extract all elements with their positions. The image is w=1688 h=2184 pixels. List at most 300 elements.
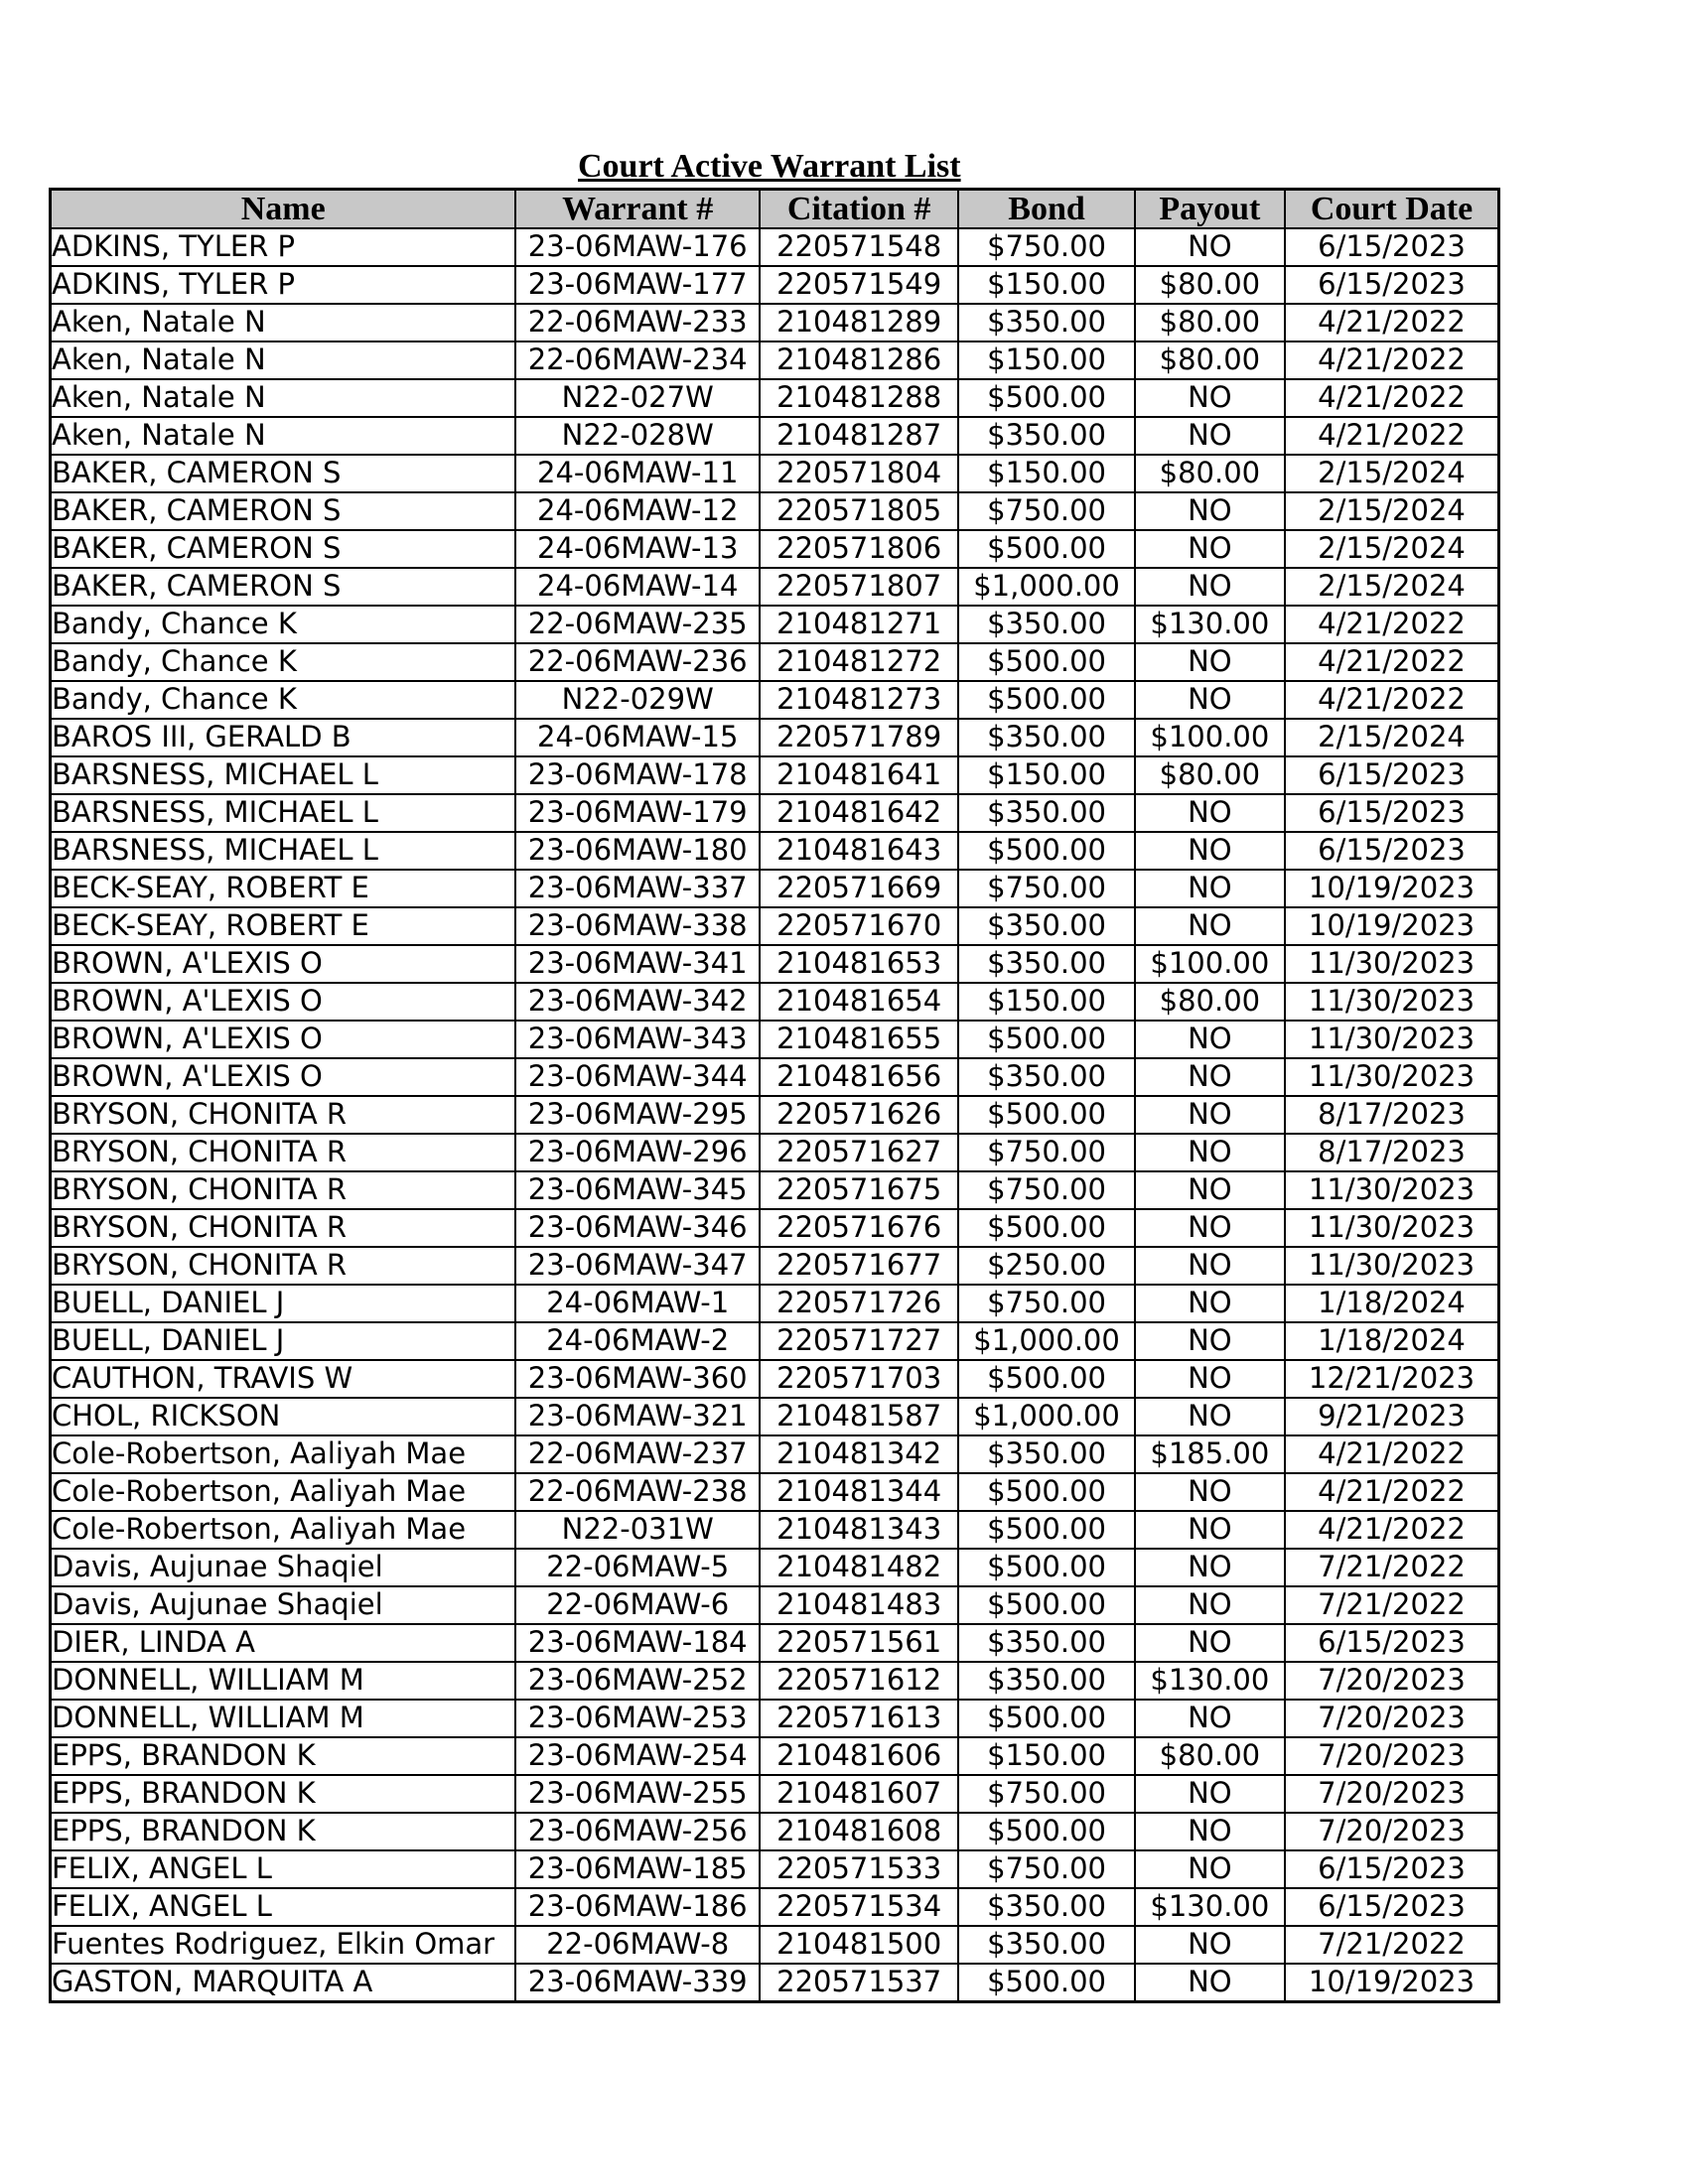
payout-cell: $130.00 <box>1135 1888 1285 1926</box>
name-cell: BRYSON, CHONITA R <box>51 1247 516 1285</box>
warrant-cell: N22-029W <box>515 681 760 719</box>
bond-cell: $750.00 <box>958 1850 1134 1888</box>
table-row <box>51 643 1499 681</box>
warrant-cell: N22-031W <box>515 1511 760 1549</box>
warrant-cell: 22-06MAW-235 <box>515 606 760 643</box>
citation-cell: 220571549 <box>760 266 958 304</box>
citation-cell: 220571534 <box>760 1888 958 1926</box>
court-date-cell: 4/21/2022 <box>1285 606 1498 643</box>
court-date-cell: 7/21/2022 <box>1285 1586 1498 1624</box>
payout-cell: NO <box>1135 643 1285 681</box>
warrant-cell: 24-06MAW-2 <box>515 1322 760 1360</box>
citation-cell: 220571806 <box>760 530 958 568</box>
warrant-cell: 23-06MAW-180 <box>515 832 760 870</box>
citation-cell: 210481344 <box>760 1473 958 1511</box>
court-date-cell: 4/21/2022 <box>1285 1511 1498 1549</box>
warrant-cell: 23-06MAW-360 <box>515 1360 760 1398</box>
name-cell: DONNELL, WILLIAM M <box>51 1662 516 1700</box>
court-date-cell: 4/21/2022 <box>1285 341 1498 379</box>
payout-cell: NO <box>1135 1322 1285 1360</box>
bond-cell: $500.00 <box>958 1964 1134 2002</box>
bond-cell: $750.00 <box>958 1171 1134 1209</box>
name-cell: BARSNESS, MICHAEL L <box>51 756 516 794</box>
citation-cell: 220571677 <box>760 1247 958 1285</box>
column-header-payout: Payout <box>1135 190 1285 229</box>
payout-cell: NO <box>1135 1926 1285 1964</box>
name-cell: BAKER, CAMERON S <box>51 568 516 606</box>
payout-cell: NO <box>1135 568 1285 606</box>
name-cell: BRYSON, CHONITA R <box>51 1209 516 1247</box>
court-date-cell: 12/21/2023 <box>1285 1360 1498 1398</box>
bond-cell: $150.00 <box>958 341 1134 379</box>
payout-cell: $100.00 <box>1135 945 1285 983</box>
warrant-cell: 23-06MAW-342 <box>515 983 760 1021</box>
table-body <box>51 228 1499 2002</box>
table-row <box>51 1850 1499 1888</box>
court-date-cell: 11/30/2023 <box>1285 945 1498 983</box>
payout-cell: NO <box>1135 492 1285 530</box>
payout-cell: $80.00 <box>1135 341 1285 379</box>
warrant-cell: 23-06MAW-345 <box>515 1171 760 1209</box>
name-cell: BROWN, A'LEXIS O <box>51 945 516 983</box>
name-cell: Cole-Robertson, Aaliyah Mae <box>51 1511 516 1549</box>
bond-cell: $500.00 <box>958 1813 1134 1850</box>
table-row <box>51 1096 1499 1134</box>
bond-cell: $350.00 <box>958 417 1134 455</box>
citation-cell: 210481653 <box>760 945 958 983</box>
court-date-cell: 6/15/2023 <box>1285 266 1498 304</box>
citation-cell: 220571703 <box>760 1360 958 1398</box>
court-date-cell: 11/30/2023 <box>1285 1058 1498 1096</box>
table-row <box>51 341 1499 379</box>
citation-cell: 220571670 <box>760 907 958 945</box>
court-date-cell: 4/21/2022 <box>1285 417 1498 455</box>
bond-cell: $500.00 <box>958 1473 1134 1511</box>
table-row <box>51 455 1499 492</box>
name-cell: CAUTHON, TRAVIS W <box>51 1360 516 1398</box>
citation-cell: 220571561 <box>760 1624 958 1662</box>
bond-cell: $350.00 <box>958 1435 1134 1473</box>
citation-cell: 210481587 <box>760 1398 958 1435</box>
table-row <box>51 304 1499 341</box>
warrant-cell: 24-06MAW-14 <box>515 568 760 606</box>
court-date-cell: 1/18/2024 <box>1285 1322 1498 1360</box>
payout-cell: NO <box>1135 1511 1285 1549</box>
payout-cell: NO <box>1135 681 1285 719</box>
bond-cell: $350.00 <box>958 1662 1134 1700</box>
warrant-cell: 22-06MAW-234 <box>515 341 760 379</box>
name-cell: Aken, Natale N <box>51 417 516 455</box>
name-cell: BUELL, DANIEL J <box>51 1285 516 1322</box>
bond-cell: $500.00 <box>958 832 1134 870</box>
citation-cell: 220571613 <box>760 1700 958 1737</box>
column-header-bond: Bond <box>958 190 1134 229</box>
citation-cell: 220571669 <box>760 870 958 907</box>
name-cell: EPPS, BRANDON K <box>51 1737 516 1775</box>
warrant-cell: 23-06MAW-255 <box>515 1775 760 1813</box>
payout-cell: $80.00 <box>1135 756 1285 794</box>
name-cell: FELIX, ANGEL L <box>51 1888 516 1926</box>
warrant-cell: 23-06MAW-253 <box>515 1700 760 1737</box>
table-row <box>51 1926 1499 1964</box>
bond-cell: $500.00 <box>958 1021 1134 1058</box>
name-cell: BROWN, A'LEXIS O <box>51 1021 516 1058</box>
bond-cell: $500.00 <box>958 1586 1134 1624</box>
bond-cell: $750.00 <box>958 1775 1134 1813</box>
table-row <box>51 983 1499 1021</box>
bond-cell: $150.00 <box>958 756 1134 794</box>
bond-cell: $350.00 <box>958 945 1134 983</box>
citation-cell: 220571533 <box>760 1850 958 1888</box>
name-cell: CHOL, RICKSON <box>51 1398 516 1435</box>
bond-cell: $500.00 <box>958 1549 1134 1586</box>
payout-cell: $80.00 <box>1135 983 1285 1021</box>
table-row <box>51 1285 1499 1322</box>
warrant-cell: 23-06MAW-347 <box>515 1247 760 1285</box>
payout-cell: NO <box>1135 1700 1285 1737</box>
column-header-court-date: Court Date <box>1285 190 1498 229</box>
name-cell: BAROS III, GERALD B <box>51 719 516 756</box>
payout-cell: NO <box>1135 1624 1285 1662</box>
warrant-cell: 23-06MAW-343 <box>515 1021 760 1058</box>
name-cell: Cole-Robertson, Aaliyah Mae <box>51 1435 516 1473</box>
bond-cell: $350.00 <box>958 1624 1134 1662</box>
citation-cell: 220571537 <box>760 1964 958 2002</box>
table-row <box>51 1171 1499 1209</box>
warrant-cell: 23-06MAW-177 <box>515 266 760 304</box>
citation-cell: 220571804 <box>760 455 958 492</box>
table-row <box>51 794 1499 832</box>
name-cell: BRYSON, CHONITA R <box>51 1171 516 1209</box>
payout-cell: NO <box>1135 832 1285 870</box>
citation-cell: 210481343 <box>760 1511 958 1549</box>
warrant-cell: 24-06MAW-11 <box>515 455 760 492</box>
payout-cell: $100.00 <box>1135 719 1285 756</box>
citation-cell: 210481655 <box>760 1021 958 1058</box>
name-cell: DONNELL, WILLIAM M <box>51 1700 516 1737</box>
warrant-cell: 22-06MAW-236 <box>515 643 760 681</box>
court-date-cell: 10/19/2023 <box>1285 870 1498 907</box>
court-date-cell: 11/30/2023 <box>1285 1021 1498 1058</box>
bond-cell: $500.00 <box>958 1360 1134 1398</box>
warrant-cell: 23-06MAW-295 <box>515 1096 760 1134</box>
bond-cell: $750.00 <box>958 870 1134 907</box>
table-row <box>51 1775 1499 1813</box>
court-date-cell: 10/19/2023 <box>1285 1964 1498 2002</box>
payout-cell: NO <box>1135 1360 1285 1398</box>
header-row <box>51 190 1499 229</box>
court-date-cell: 7/20/2023 <box>1285 1737 1498 1775</box>
citation-cell: 210481288 <box>760 379 958 417</box>
citation-cell: 210481273 <box>760 681 958 719</box>
court-date-cell: 8/17/2023 <box>1285 1134 1498 1171</box>
bond-cell: $500.00 <box>958 1096 1134 1134</box>
court-date-cell: 10/19/2023 <box>1285 907 1498 945</box>
table-row <box>51 1134 1499 1171</box>
bond-cell: $500.00 <box>958 1511 1134 1549</box>
name-cell: BROWN, A'LEXIS O <box>51 983 516 1021</box>
table-row <box>51 1511 1499 1549</box>
payout-cell: NO <box>1135 1398 1285 1435</box>
table-row <box>51 1473 1499 1511</box>
payout-cell: NO <box>1135 1096 1285 1134</box>
warrant-cell: 23-06MAW-254 <box>515 1737 760 1775</box>
citation-cell: 210481286 <box>760 341 958 379</box>
court-date-cell: 11/30/2023 <box>1285 983 1498 1021</box>
column-header-name: Name <box>51 190 516 229</box>
warrant-cell: 22-06MAW-6 <box>515 1586 760 1624</box>
court-date-cell: 2/15/2024 <box>1285 719 1498 756</box>
warrant-cell: 23-06MAW-176 <box>515 228 760 266</box>
court-date-cell: 11/30/2023 <box>1285 1247 1498 1285</box>
name-cell: Cole-Robertson, Aaliyah Mae <box>51 1473 516 1511</box>
warrant-cell: 22-06MAW-233 <box>515 304 760 341</box>
court-date-cell: 6/15/2023 <box>1285 1888 1498 1926</box>
warrant-cell: 23-06MAW-178 <box>515 756 760 794</box>
table-row <box>51 1813 1499 1850</box>
court-date-cell: 7/20/2023 <box>1285 1662 1498 1700</box>
table-row <box>51 1549 1499 1586</box>
warrant-cell: 23-06MAW-296 <box>515 1134 760 1171</box>
citation-cell: 210481656 <box>760 1058 958 1096</box>
court-date-cell: 4/21/2022 <box>1285 304 1498 341</box>
table-row <box>51 417 1499 455</box>
bond-cell: $500.00 <box>958 643 1134 681</box>
citation-cell: 210481272 <box>760 643 958 681</box>
table-row <box>51 492 1499 530</box>
court-date-cell: 1/18/2024 <box>1285 1285 1498 1322</box>
warrant-table <box>49 188 1500 2003</box>
court-date-cell: 4/21/2022 <box>1285 643 1498 681</box>
citation-cell: 210481642 <box>760 794 958 832</box>
payout-cell: NO <box>1135 1775 1285 1813</box>
payout-cell: NO <box>1135 530 1285 568</box>
name-cell: BECK-SEAY, ROBERT E <box>51 870 516 907</box>
court-date-cell: 4/21/2022 <box>1285 1435 1498 1473</box>
citation-cell: 210481342 <box>760 1435 958 1473</box>
bond-cell: $500.00 <box>958 1209 1134 1247</box>
citation-cell: 210481606 <box>760 1737 958 1775</box>
payout-cell: NO <box>1135 870 1285 907</box>
payout-cell: NO <box>1135 379 1285 417</box>
warrant-cell: 23-06MAW-346 <box>515 1209 760 1247</box>
court-date-cell: 2/15/2024 <box>1285 568 1498 606</box>
name-cell: Aken, Natale N <box>51 341 516 379</box>
citation-cell: 220571805 <box>760 492 958 530</box>
payout-cell: NO <box>1135 1473 1285 1511</box>
citation-cell: 210481643 <box>760 832 958 870</box>
name-cell: EPPS, BRANDON K <box>51 1775 516 1813</box>
bond-cell: $350.00 <box>958 907 1134 945</box>
table-row <box>51 832 1499 870</box>
citation-cell: 220571727 <box>760 1322 958 1360</box>
court-date-cell: 2/15/2024 <box>1285 492 1498 530</box>
payout-cell: NO <box>1135 1247 1285 1285</box>
court-date-cell: 7/21/2022 <box>1285 1926 1498 1964</box>
warrant-cell: 24-06MAW-1 <box>515 1285 760 1322</box>
bond-cell: $1,000.00 <box>958 568 1134 606</box>
payout-cell: NO <box>1135 1964 1285 2002</box>
name-cell: BROWN, A'LEXIS O <box>51 1058 516 1096</box>
table-row <box>51 945 1499 983</box>
court-date-cell: 6/15/2023 <box>1285 1850 1498 1888</box>
bond-cell: $350.00 <box>958 1926 1134 1964</box>
payout-cell: $130.00 <box>1135 1662 1285 1700</box>
citation-cell: 210481482 <box>760 1549 958 1586</box>
payout-cell: NO <box>1135 417 1285 455</box>
table-row <box>51 1700 1499 1737</box>
warrant-cell: 23-06MAW-321 <box>515 1398 760 1435</box>
bond-cell: $500.00 <box>958 1700 1134 1737</box>
payout-cell: NO <box>1135 1586 1285 1624</box>
court-date-cell: 7/20/2023 <box>1285 1700 1498 1737</box>
table-row <box>51 1662 1499 1700</box>
warrant-cell: 22-06MAW-237 <box>515 1435 760 1473</box>
warrant-cell: N22-028W <box>515 417 760 455</box>
name-cell: Bandy, Chance K <box>51 606 516 643</box>
bond-cell: $150.00 <box>958 455 1134 492</box>
bond-cell: $500.00 <box>958 379 1134 417</box>
column-header-citation: Citation # <box>760 190 958 229</box>
bond-cell: $350.00 <box>958 794 1134 832</box>
table-row <box>51 1888 1499 1926</box>
table-row <box>51 1435 1499 1473</box>
citation-cell: 220571612 <box>760 1662 958 1700</box>
warrant-cell: 23-06MAW-185 <box>515 1850 760 1888</box>
table-row <box>51 870 1499 907</box>
table-header <box>51 190 1499 229</box>
payout-cell: NO <box>1135 1171 1285 1209</box>
bond-cell: $750.00 <box>958 492 1134 530</box>
bond-cell: $150.00 <box>958 266 1134 304</box>
payout-cell: NO <box>1135 1850 1285 1888</box>
payout-cell: NO <box>1135 794 1285 832</box>
citation-cell: 220571627 <box>760 1134 958 1171</box>
name-cell: Fuentes Rodriguez, Elkin Omar <box>51 1926 516 1964</box>
bond-cell: $500.00 <box>958 681 1134 719</box>
citation-cell: 220571789 <box>760 719 958 756</box>
warrant-cell: 23-06MAW-179 <box>515 794 760 832</box>
warrant-cell: N22-027W <box>515 379 760 417</box>
name-cell: Davis, Aujunae Shaqiel <box>51 1549 516 1586</box>
warrant-cell: 22-06MAW-238 <box>515 1473 760 1511</box>
table-row <box>51 907 1499 945</box>
payout-cell: NO <box>1135 228 1285 266</box>
citation-cell: 220571726 <box>760 1285 958 1322</box>
table-row <box>51 1021 1499 1058</box>
warrant-cell: 22-06MAW-8 <box>515 1926 760 1964</box>
payout-cell: NO <box>1135 907 1285 945</box>
court-date-cell: 7/20/2023 <box>1285 1775 1498 1813</box>
court-date-cell: 6/15/2023 <box>1285 832 1498 870</box>
name-cell: EPPS, BRANDON K <box>51 1813 516 1850</box>
name-cell: BARSNESS, MICHAEL L <box>51 832 516 870</box>
table-row <box>51 228 1499 266</box>
citation-cell: 220571548 <box>760 228 958 266</box>
payout-cell: NO <box>1135 1209 1285 1247</box>
citation-cell: 210481500 <box>760 1926 958 1964</box>
bond-cell: $350.00 <box>958 719 1134 756</box>
court-date-cell: 7/20/2023 <box>1285 1813 1498 1850</box>
court-date-cell: 6/15/2023 <box>1285 794 1498 832</box>
column-header-warrant: Warrant # <box>515 190 760 229</box>
payout-cell: NO <box>1135 1021 1285 1058</box>
warrant-cell: 24-06MAW-15 <box>515 719 760 756</box>
citation-cell: 210481287 <box>760 417 958 455</box>
table-row <box>51 1964 1499 2002</box>
name-cell: Bandy, Chance K <box>51 643 516 681</box>
citation-cell: 220571807 <box>760 568 958 606</box>
table-row <box>51 530 1499 568</box>
name-cell: BAKER, CAMERON S <box>51 492 516 530</box>
name-cell: Bandy, Chance K <box>51 681 516 719</box>
bond-cell: $750.00 <box>958 228 1134 266</box>
bond-cell: $500.00 <box>958 530 1134 568</box>
bond-cell: $150.00 <box>958 983 1134 1021</box>
warrant-cell: 23-06MAW-252 <box>515 1662 760 1700</box>
bond-cell: $1,000.00 <box>958 1398 1134 1435</box>
name-cell: BUELL, DANIEL J <box>51 1322 516 1360</box>
name-cell: BECK-SEAY, ROBERT E <box>51 907 516 945</box>
bond-cell: $250.00 <box>958 1247 1134 1285</box>
court-date-cell: 8/17/2023 <box>1285 1096 1498 1134</box>
bond-cell: $1,000.00 <box>958 1322 1134 1360</box>
name-cell: ADKINS, TYLER P <box>51 266 516 304</box>
payout-cell: $80.00 <box>1135 1737 1285 1775</box>
citation-cell: 210481641 <box>760 756 958 794</box>
bond-cell: $750.00 <box>958 1134 1134 1171</box>
citation-cell: 220571675 <box>760 1171 958 1209</box>
name-cell: BRYSON, CHONITA R <box>51 1134 516 1171</box>
name-cell: ADKINS, TYLER P <box>51 228 516 266</box>
table-row <box>51 1624 1499 1662</box>
bond-cell: $150.00 <box>958 1737 1134 1775</box>
payout-cell: $80.00 <box>1135 266 1285 304</box>
citation-cell: 210481483 <box>760 1586 958 1624</box>
payout-cell: NO <box>1135 1549 1285 1586</box>
warrant-cell: 23-06MAW-184 <box>515 1624 760 1662</box>
payout-cell: NO <box>1135 1134 1285 1171</box>
court-date-cell: 11/30/2023 <box>1285 1209 1498 1247</box>
court-date-cell: 4/21/2022 <box>1285 681 1498 719</box>
warrant-cell: 23-06MAW-186 <box>515 1888 760 1926</box>
court-date-cell: 6/15/2023 <box>1285 228 1498 266</box>
bond-cell: $750.00 <box>958 1285 1134 1322</box>
table-row <box>51 1247 1499 1285</box>
payout-cell: $80.00 <box>1135 304 1285 341</box>
court-date-cell: 4/21/2022 <box>1285 379 1498 417</box>
bond-cell: $350.00 <box>958 1888 1134 1926</box>
name-cell: Aken, Natale N <box>51 304 516 341</box>
court-date-cell: 2/15/2024 <box>1285 530 1498 568</box>
court-date-cell: 6/15/2023 <box>1285 756 1498 794</box>
name-cell: DIER, LINDA A <box>51 1624 516 1662</box>
warrant-cell: 23-06MAW-344 <box>515 1058 760 1096</box>
warrant-cell: 24-06MAW-13 <box>515 530 760 568</box>
citation-cell: 210481608 <box>760 1813 958 1850</box>
bond-cell: $350.00 <box>958 606 1134 643</box>
bond-cell: $350.00 <box>958 1058 1134 1096</box>
court-date-cell: 9/21/2023 <box>1285 1398 1498 1435</box>
payout-cell: $185.00 <box>1135 1435 1285 1473</box>
table-row <box>51 1058 1499 1096</box>
name-cell: BARSNESS, MICHAEL L <box>51 794 516 832</box>
name-cell: Aken, Natale N <box>51 379 516 417</box>
table-row <box>51 606 1499 643</box>
table-row <box>51 719 1499 756</box>
warrant-cell: 23-06MAW-338 <box>515 907 760 945</box>
court-date-cell: 7/21/2022 <box>1285 1549 1498 1586</box>
